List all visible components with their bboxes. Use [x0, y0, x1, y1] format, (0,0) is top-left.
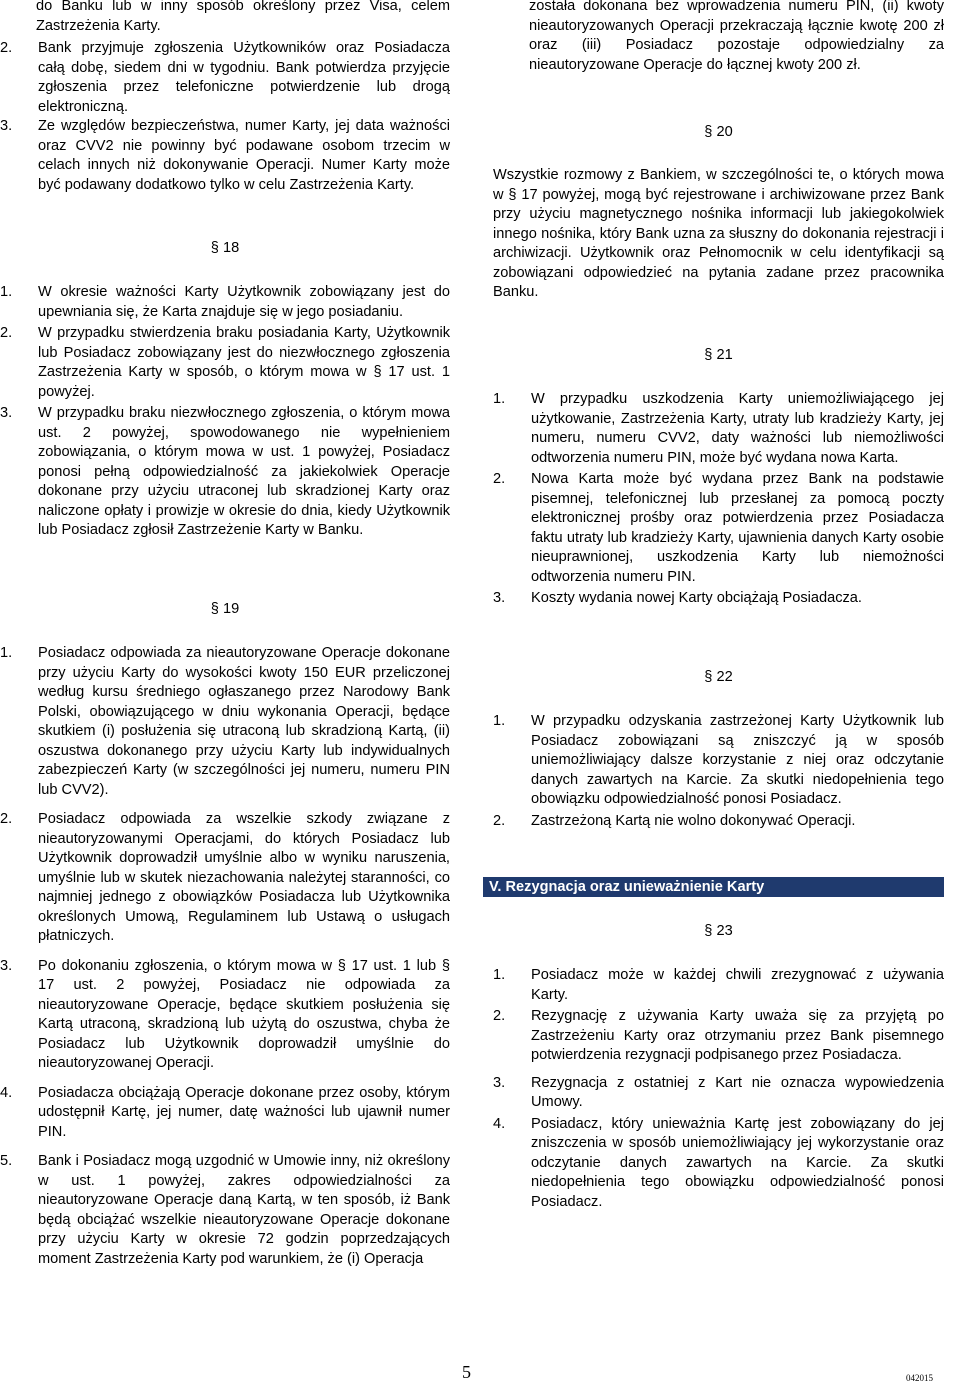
- page-number: 5: [462, 1362, 471, 1382]
- list-item: 3. W przypadku braku niezwłocznego zgłoszenia, o którym mowa ust. 2 powyżej, spowodowanego nie wypełnieniem zobowiązania, o którym mowa w ust. 1 powyżej, Posiadacz ponosi pełną odpowiedzialność za jakiekolwiek Operacje dokonane przy użyciu utraconej lub skradzionej Karty oraz naliczone opłaty i prowizje w okresie do dnia, kiedy Użytkownik lub Posiadacz zgłosił Zastrzeżenie Karty w Banku.: [0, 405, 450, 538]
- continued-paragraph: do Banku lub w inny sposób określony przez Visa, celem Zastrzeżenia Karty.: [36, 0, 450, 34]
- list-item: 2. Zastrzeżoną Kartą nie wolno dokonywać Operacji.: [493, 812, 856, 829]
- list-item: 1. W przypadku odzyskania zastrzeżonej Karty Użytkownik lub Posiadacz zobowiązani są zniszczyć ją w sposób uniemożliwiający dalsze korzystanie z niej oraz odczytanie danych zawartych na Karcie. Za skutki niedopełnienia tego obowiązku odpowiedzialność ponosi Posiadacz.: [493, 713, 944, 807]
- list-item: 2. Posiadacz odpowiada za wszelkie szkody związane z nieautoryzowanymi Operacjami, do których Posiadacz lub Użytkownik doprowadził umyślnie albo w wyniku naruszenia, umyślnie lub w skutek niezachowania należytej staranności, co najmniej jednego z obowiązków Posiadacza lub Użytkownika określonych Umową, Regulaminem lub Ustawą o usługach płatniczych.: [0, 811, 450, 944]
- section-17-items: [0, 39, 450, 195]
- list-item: 3. Rezygnacja z ostatniej z Kart nie oznacza wypowiedzenia Umowy.: [493, 1074, 944, 1110]
- list-item: 1. W przypadku uszkodzenia Karty uniemożliwiającego jej użytkowanie, Zastrzeżenia Karty, utraty lub kradzieży Karty, jej numeru, numeru CVV2, daty ważności lub niemożliwości odtworzenia numeru PIN, może być wydana nowa Karta.: [493, 391, 944, 466]
- section-23-items: [493, 966, 944, 1212]
- section-21-items: [493, 390, 944, 609]
- list-item: 1. Posiadacz odpowiada za nieautoryzowane Operacje dokonane przy użyciu Karty do wysokości kwoty 150 EUR przeliczonej według kursu średniego ogłaszanego przez Narodowy Bank Polski, obowiązującego w dniu wykonania Operacji, będące skutkiem (i) posłużenia się utraconą lub skradzioną Kartą, (ii) oszustwa dokonanego przy użyciu Karty lub indywidualnych zabezpieczeń Karty (w szczególności jej numeru, numeru PIN lub CVV2).: [0, 645, 450, 798]
- list-item: 3. Ze względów bezpieczeństwa, numer Karty, jej data ważności oraz CVV2 nie powinny być podawane osobom trzecim w celach innych niż dokonywanie Operacji. Numer Karty może być podawany dodatkowo tylko w celu Zastrzeżenia Karty.: [0, 118, 450, 193]
- section-22-items: [493, 712, 944, 831]
- list-item: 2. W przypadku stwierdzenia braku posiadania Karty, Użytkownik lub Posiadacz zobowiązany jest do niezwłocznego zgłoszenia Zastrzeżenia Karty w sposób, o którym mowa w § 17 ust. 1 powyżej.: [0, 325, 450, 400]
- list-item: 2. Rezygnację z używania Karty uważa się za przyjętą po Zastrzeżeniu Karty oraz otrzymaniu przez Bank pisemnego potwierdzenia rezygnacji podpisanego przez Posiadacza.: [493, 1008, 944, 1063]
- list-item: 1. W okresie ważności Karty Użytkownik zobowiązany jest do upewniania się, że Karta znajduje się w jego posiadaniu.: [0, 284, 450, 320]
- section-title-19: § 19: [210, 601, 240, 617]
- list-item: 1. Posiadacz może w każdej chwili zrezygnować z używania Karty.: [493, 967, 944, 1003]
- section-heading-v: V. Rezygnacja oraz unieważnienie Karty: [483, 877, 944, 897]
- continued-paragraph: została dokonana bez wprowadzenia numeru PIN, (ii) kwoty nieautoryzowanych Operacji przekraczają łącznie kwotę 200 zł oraz (iii) Posiadacz pozostaje odpowiedzialny za nieautoryzowane Operacje do łącznej kwoty 200 zł.: [529, 0, 944, 73]
- section-19-items: [0, 644, 450, 1269]
- section-title-23: § 23: [704, 923, 733, 939]
- list-item: 4. Posiadacz, który unieważnia Kartę jest zobowiązany do jej zniszczenia w sposób uniemożliwiający jej wykorzystanie oraz odczytanie danych zawartych na Karcie. Za skutki niedopełnienia tego obowiązku odpowiedzialność ponosi Posiadacz.: [493, 1115, 944, 1210]
- section-title-20: § 20: [704, 124, 733, 140]
- list-item: 5. Bank i Posiadacz mogą uzgodnić w Umowie inny, niż określony w ust. 1 powyżej, zakres odpowiedzialności za nieautoryzowane Operacje daną Kartą, w ten sposób, iż Bank będą obciążać wszelkie nieautoryzowane Operacje dokonane przy użyciu Karty w okresie 72 godzin poprzedzających moment Zastrzeżenia Karty pod warunkiem, że (i) Operacja: [0, 1153, 450, 1267]
- list-item: 2. Bank przyjmuje zgłoszenia Użytkowników oraz Posiadacza całą dobę, siedem dni w tygodniu. Bank potwierdza przyjęcie zgłoszenia przez telefoniczne potwierdzenie lub drogą elektroniczną.: [0, 40, 450, 115]
- list-item: 3. Po dokonaniu zgłoszenia, o którym mowa w § 17 ust. 1 lub § 17 ust. 2 powyżej, Posiadacz nie odpowiada za nieautoryzowane Operacje, będące skutkiem posłużenia się Kartą utraconą, skradzioną lub użytą do oszustwa, chyba że Posiadacz lub Użytkownik doprowadził umyślnie do nieautoryzowanej Operacji.: [0, 957, 450, 1071]
- section-18-items: [0, 283, 450, 541]
- list-item: 2. Nowa Karta może być wydana przez Bank na podstawie pisemnej, telefonicznej lub przesłanej za pomocą poczty elektronicznej prośby oraz potwierdzenia przez Posiadacza faktu utraty lub kradzieży Karty, ujawnienia danych Karty osobie nieuprawnionej, uszkodzenia Karty lub niemożności odtworzenia numeru PIN.: [493, 471, 944, 585]
- section-title-18: § 18: [210, 240, 240, 256]
- document-code: 042015: [906, 1373, 933, 1383]
- list-item: 4. Posiadacza obciążają Operacje dokonane przez osoby, którym udostępnił Kartę, jej numer, datę ważności lub ujawnił numer PIN.: [0, 1084, 450, 1140]
- list-item: 3. Koszty wydania nowej Karty obciążają Posiadacza.: [493, 590, 862, 606]
- section-title-22: § 22: [704, 669, 733, 685]
- section-title-21: § 21: [704, 347, 733, 363]
- section-20-paragraph: Wszystkie rozmowy z Bankiem, w szczególności te, o których mowa w § 17 powyżej, mogą być rejestrowane i archiwizowane przez Bank przy użyciu magnetycznego nośnika informacji lub jakiegokolwiek innego nośnika, który Bank uzna za słuszny do dokonania rejestracji i archiwizacji. Użytkownik oraz Pełnomocnik w celu identyfikacji są zobowiązani odpowiedzieć na pytania zadane przez pracownika Banku.: [493, 167, 944, 300]
